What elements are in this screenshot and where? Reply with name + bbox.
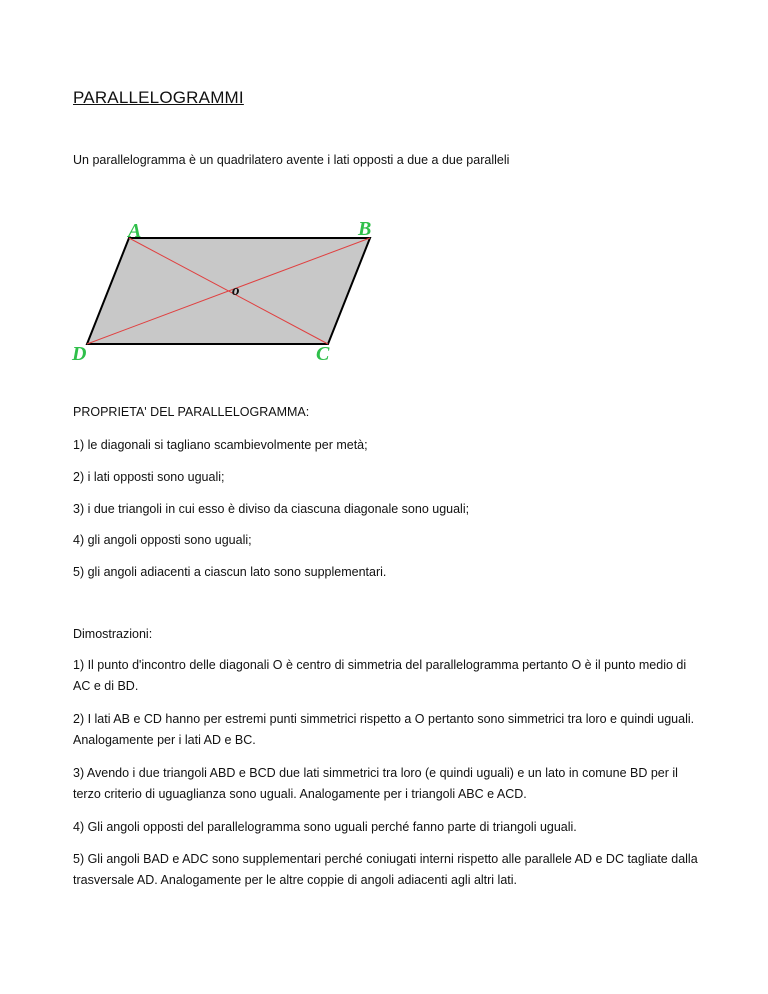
page-title: PARALLELOGRAMMI — [73, 88, 244, 107]
property-item-3: 3) i due triangoli in cui esso è diviso da ciascuna diagonale sono uguali; — [73, 502, 470, 516]
intro-text: Un parallelogramma è un quadrilatero avente i lati opposti a due a due paralleli — [73, 153, 510, 167]
vertex-label-c: C — [316, 343, 330, 365]
proof-item-3: 3) Avendo i due triangoli ABD e BCD due lati simmetrici tra loro (e quindi uguali) e un lato in comune BD per il terzo criterio di uguaglianza sono uguali. Analogamente per i triangoli ABC e ACD. — [73, 766, 678, 801]
vertex-label-a: A — [128, 220, 142, 242]
parallelogram-figure — [70, 218, 372, 365]
proof-item-1: 1) Il punto d'incontro delle diagonali O è centro di simmetria del parallelogramma pertanto O è il punto medio di AC e di BD. — [73, 658, 687, 693]
proofs-heading: Dimostrazioni: — [73, 627, 153, 641]
proof-item-5: 5) Gli angoli BAD e ADC sono supplementari perché coniugati interni rispetto alle parallele AD e DC tagliate dalla trasversale AD. Analogamente per le altre coppie di angoli adiacenti agli altri lati. — [73, 852, 698, 887]
property-item-2: 2) i lati opposti sono uguali; — [73, 470, 225, 484]
proof-item-4: 4) Gli angoli opposti del parallelogramma sono uguali perché fanno parte di triangoli uguali. — [73, 820, 577, 834]
proof-item-2: 2) I lati AB e CD hanno per estremi punti simmetrici rispetto a O pertanto sono simmetrici tra loro e quindi uguali. Analogamente per i lati AD e BC. — [73, 712, 695, 747]
parallelogram-svg — [70, 218, 372, 365]
center-label-o: o — [232, 283, 240, 299]
properties-heading: PROPRIETA' DEL PARALLELOGRAMMA: — [73, 405, 310, 419]
vertex-label-d: D — [72, 343, 87, 365]
property-item-1: 1) le diagonali si tagliano scambievolmente per metà; — [73, 438, 368, 452]
property-item-5: 5) gli angoli adiacenti a ciascun lato sono supplementari. — [73, 565, 387, 579]
property-item-4: 4) gli angoli opposti sono uguali; — [73, 533, 252, 547]
vertex-label-b: B — [358, 218, 372, 240]
